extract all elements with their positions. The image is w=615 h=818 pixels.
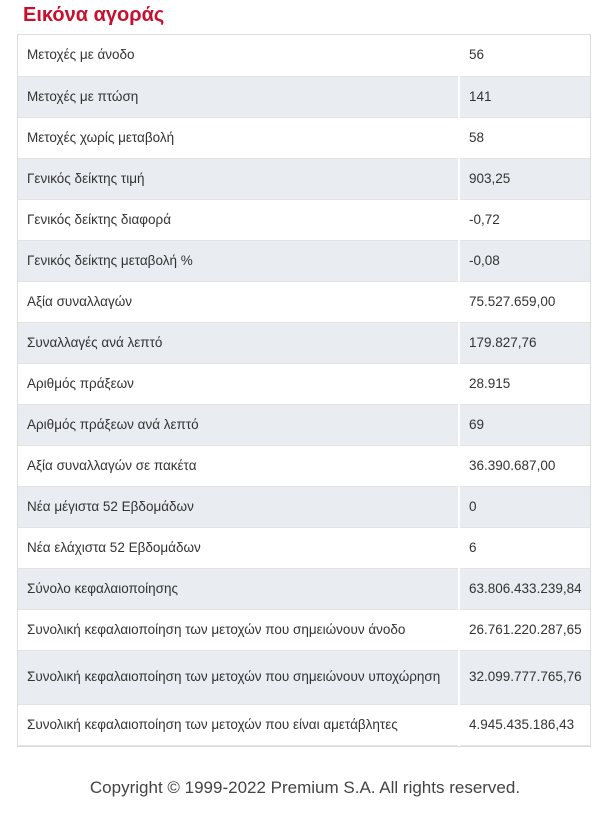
table-row xyxy=(18,445,590,486)
row-value: 36.390.687,00 xyxy=(459,445,590,486)
row-label: Αριθμός πράξεων xyxy=(18,363,459,404)
row-label: Συνολική κεφαλαιοποίηση των μετοχών που σημειώνουν υποχώρηση xyxy=(18,650,459,704)
table-row xyxy=(18,363,590,404)
row-label: Γενικός δείκτης διαφορά xyxy=(18,199,459,240)
row-value: 56 xyxy=(459,35,590,76)
market-overview-table xyxy=(17,34,591,747)
table-row xyxy=(18,609,590,650)
row-value: -0,08 xyxy=(459,240,590,281)
table-row xyxy=(18,527,590,568)
row-value: 903,25 xyxy=(459,158,590,199)
row-label: Μετοχές με άνοδο xyxy=(18,35,459,76)
row-value: 4.945.435.186,43 xyxy=(459,704,590,745)
row-label: Νέα ελάχιστα 52 Εβδομάδων xyxy=(18,527,459,568)
row-value: 63.806.433.239,84 xyxy=(459,568,590,609)
row-value: -0,72 xyxy=(459,199,590,240)
row-value: 179.827,76 xyxy=(459,322,590,363)
table-row xyxy=(18,486,590,527)
row-label: Μετοχές με πτώση xyxy=(18,76,459,117)
table-row xyxy=(18,281,590,322)
section-title: Εικόνα αγοράς xyxy=(23,4,165,26)
row-value: 32.099.777.765,76 xyxy=(459,650,590,704)
row-value: 75.527.659,00 xyxy=(459,281,590,322)
row-label: Συνολική κεφαλαιοποίηση των μετοχών που είναι αμετάβλητες xyxy=(18,704,459,745)
row-value: 28.915 xyxy=(459,363,590,404)
table-row xyxy=(18,704,590,745)
row-label: Συνολική κεφαλαιοποίηση των μετοχών που σημειώνουν άνοδο xyxy=(18,609,459,650)
row-value: 6 xyxy=(459,527,590,568)
table-row xyxy=(18,158,590,199)
table-row xyxy=(18,650,590,704)
table-row xyxy=(18,76,590,117)
row-value: 141 xyxy=(459,76,590,117)
row-value: 26.761.220.287,65 xyxy=(459,609,590,650)
row-label: Γενικός δείκτης μεταβολή % xyxy=(18,240,459,281)
table-body xyxy=(18,35,590,745)
table-row xyxy=(18,568,590,609)
table-row xyxy=(18,35,590,76)
row-label: Σύνολο κεφαλαιοποίησης xyxy=(18,568,459,609)
table-row xyxy=(18,404,590,445)
row-label: Νέα μέγιστα 52 Εβδομάδων xyxy=(18,486,459,527)
row-label: Συναλλαγές ανά λεπτό xyxy=(18,322,459,363)
row-label: Μετοχές χωρίς μεταβολή xyxy=(18,117,459,158)
row-value: 0 xyxy=(459,486,590,527)
row-label: Γενικός δείκτης τιμή xyxy=(18,158,459,199)
table-row xyxy=(18,117,590,158)
table-row xyxy=(18,322,590,363)
row-value: 69 xyxy=(459,404,590,445)
row-label: Αξία συναλλαγών xyxy=(18,281,459,322)
row-label: Αριθμός πράξεων ανά λεπτό xyxy=(18,404,459,445)
table-row xyxy=(18,199,590,240)
row-label: Αξία συναλλαγών σε πακέτα xyxy=(18,445,459,486)
table-row xyxy=(18,240,590,281)
market-table xyxy=(18,35,590,746)
copyright-footer: Copyright © 1999-2022 Premium S.A. All rights reserved. xyxy=(89,778,521,797)
row-value: 58 xyxy=(459,117,590,158)
